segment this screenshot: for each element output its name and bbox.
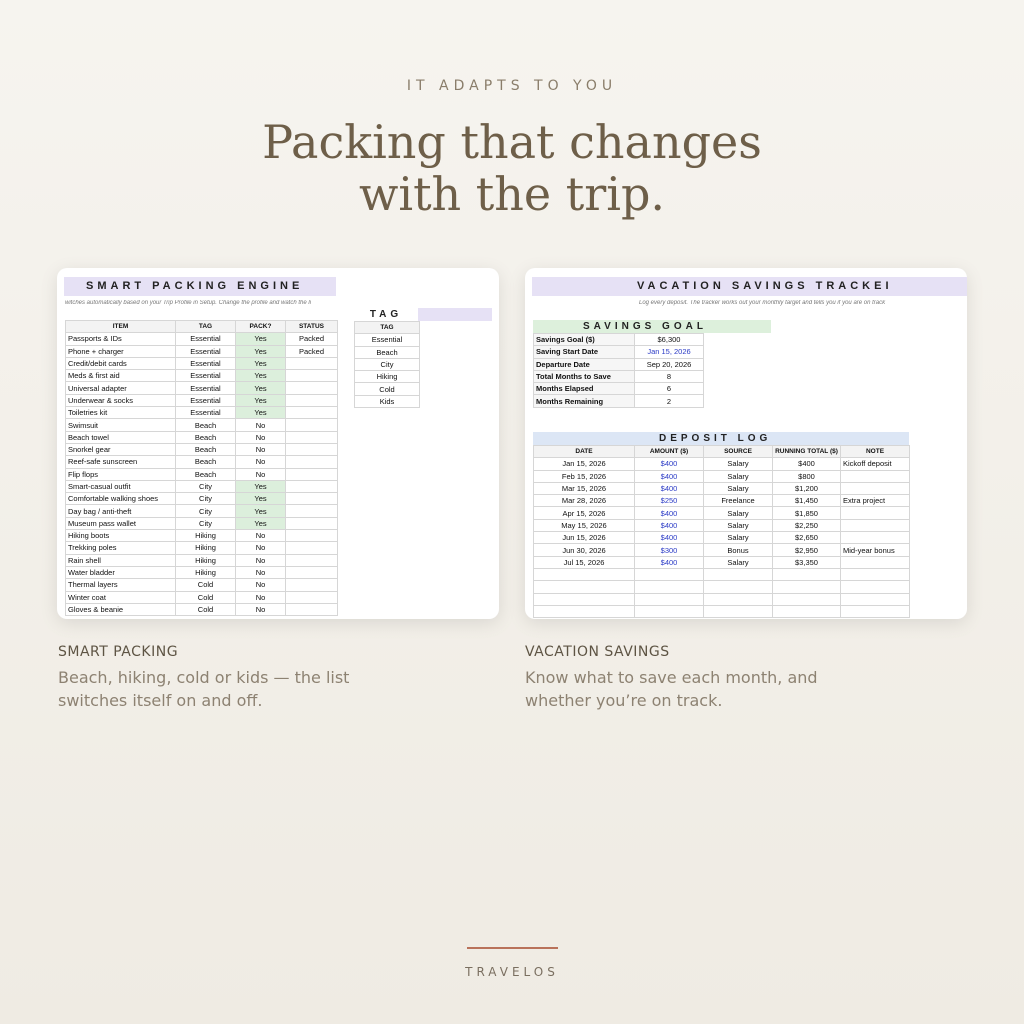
item-cell[interactable]: Hiking boots [66,530,176,542]
table-row [534,519,910,531]
empty-cell[interactable] [773,568,841,580]
table-row [534,358,704,370]
table-row [66,517,338,529]
caption-right-title: VACATION SAVINGS [525,644,670,660]
source-cell[interactable]: Salary [704,556,773,568]
source-cell[interactable]: Salary [704,519,773,531]
tag-cell[interactable]: Hiking [176,530,236,542]
table-row [66,370,338,382]
goal-label-cell: Months Remaining [534,395,635,407]
tag-cell[interactable]: Cold [355,383,420,395]
empty-cell[interactable] [704,593,773,605]
table-row [66,456,338,468]
pack-cell[interactable]: No [236,419,286,431]
item-cell[interactable]: Underwear & socks [66,394,176,406]
goal-value-cell[interactable]: 8 [635,370,704,382]
col-header-status: STATUS [286,321,338,333]
table-row [66,530,338,542]
tag-table [354,321,420,408]
headline [0,116,1024,220]
table-row [534,458,910,470]
brand-wordmark: TRAVELOS [465,965,559,979]
tag-cell[interactable]: City [176,493,236,505]
tag-cell[interactable]: City [176,505,236,517]
item-cell[interactable]: Flip flops [66,468,176,480]
status-cell[interactable] [286,493,338,505]
running-total-cell[interactable]: $1,200 [773,482,841,494]
status-cell[interactable] [286,554,338,566]
table-row [534,383,704,395]
table-row [534,395,704,407]
table-row [66,493,338,505]
caption-right-line-1: Know what to save each month, and [525,668,818,687]
table-row [66,382,338,394]
tag-cell[interactable]: Essential [355,334,420,346]
status-cell[interactable] [286,370,338,382]
col-header-running-total: RUNNING TOTAL ($) [773,446,841,458]
table-row [66,468,338,480]
note-cell[interactable]: Mid-year bonus [841,544,910,556]
date-cell[interactable]: Jan 15, 2026 [534,458,635,470]
table-row [66,394,338,406]
amount-cell[interactable]: $300 [635,544,704,556]
pack-cell[interactable]: Yes [236,493,286,505]
tag-panel-title [354,308,492,321]
table-row [534,507,910,519]
status-cell[interactable] [286,505,338,517]
empty-cell[interactable] [704,568,773,580]
table-row [534,605,910,617]
goal-label-cell: Total Months to Save [534,370,635,382]
item-cell[interactable]: Beach towel [66,431,176,443]
table-row [66,407,338,419]
table-row [66,480,338,492]
amount-cell[interactable]: $400 [635,470,704,482]
pack-cell[interactable]: No [236,542,286,554]
goal-value-cell[interactable]: Sep 20, 2026 [635,358,704,370]
note-cell[interactable] [841,507,910,519]
pack-cell[interactable]: No [236,431,286,443]
tag-cell[interactable]: Essential [176,333,236,345]
tag-cell[interactable]: Hiking [176,542,236,554]
goal-label-cell: Departure Date [534,358,635,370]
amount-cell[interactable]: $400 [635,532,704,544]
empty-cell[interactable] [635,593,704,605]
empty-cell[interactable] [841,605,910,617]
amount-cell[interactable]: $400 [635,458,704,470]
goal-value-cell[interactable]: $6,300 [635,334,704,346]
empty-cell[interactable] [773,581,841,593]
source-cell[interactable]: Salary [704,482,773,494]
tag-cell[interactable]: Beach [355,346,420,358]
note-cell[interactable] [841,532,910,544]
item-cell[interactable]: Passports & IDs [66,333,176,345]
pack-cell[interactable]: No [236,530,286,542]
date-cell[interactable]: Jul 15, 2026 [534,556,635,568]
source-cell[interactable]: Salary [704,532,773,544]
deposit-table [533,445,910,618]
caption-left-title: SMART PACKING [58,644,179,660]
table-row [66,345,338,357]
table-row [66,419,338,431]
source-cell[interactable]: Bonus [704,544,773,556]
tag-cell[interactable]: Essential [176,407,236,419]
deposit-header-row [534,446,910,458]
status-cell[interactable] [286,468,338,480]
caption-left-line-2: switches itself on and off. [58,691,263,710]
item-cell[interactable]: Reef-safe sunscreen [66,456,176,468]
note-cell[interactable] [841,470,910,482]
status-cell[interactable] [286,431,338,443]
col-header-item: ITEM [66,321,176,333]
status-cell[interactable] [286,480,338,492]
tag-cell[interactable]: Essential [176,345,236,357]
empty-cell[interactable] [841,568,910,580]
status-cell[interactable] [286,530,338,542]
pack-cell[interactable]: Yes [236,517,286,529]
savings-subnote: Log every deposit. The tracker works out your monthly target and tells you if you are on track [639,300,886,306]
table-row [534,370,704,382]
status-cell[interactable] [286,357,338,369]
list-item [355,395,420,407]
status-cell[interactable] [286,456,338,468]
running-total-cell[interactable]: $2,250 [773,519,841,531]
empty-cell[interactable] [773,593,841,605]
empty-cell[interactable] [704,581,773,593]
date-cell[interactable]: Feb 15, 2026 [534,470,635,482]
col-header-pack: PACK? [236,321,286,333]
date-cell[interactable]: Apr 15, 2026 [534,507,635,519]
goal-label-cell: Saving Start Date [534,346,635,358]
empty-cell[interactable] [534,605,635,617]
amount-cell[interactable]: $400 [635,482,704,494]
table-row [534,593,910,605]
item-cell[interactable]: Smart-casual outfit [66,480,176,492]
amount-cell[interactable]: $400 [635,507,704,519]
pack-cell[interactable]: Yes [236,382,286,394]
tag-cell[interactable]: Hiking [176,554,236,566]
col-header-source: SOURCE [704,446,773,458]
tag-panel-title-text: TAG [354,308,418,321]
table-row [534,334,704,346]
tag-cell[interactable]: City [176,517,236,529]
status-cell[interactable] [286,591,338,603]
savings-sheet-title: VACATION SAVINGS TRACKEI [532,277,967,296]
item-cell[interactable]: Rain shell [66,554,176,566]
tag-cell[interactable]: Hiking [355,371,420,383]
goal-value-cell[interactable]: 6 [635,383,704,395]
col-header-tag: TAG [176,321,236,333]
running-total-cell[interactable]: $2,650 [773,532,841,544]
tag-cell[interactable]: Essential [176,357,236,369]
table-row [66,431,338,443]
status-cell[interactable] [286,407,338,419]
status-cell[interactable] [286,542,338,554]
status-cell[interactable]: Packed [286,345,338,357]
tag-cell[interactable]: City [355,358,420,370]
deposit-log-title: DEPOSIT LOG [533,432,909,445]
packing-screenshot-card [57,268,499,619]
running-total-cell[interactable]: $800 [773,470,841,482]
pack-cell[interactable]: Yes [236,357,286,369]
date-cell[interactable]: Jun 30, 2026 [534,544,635,556]
date-cell[interactable]: Mar 28, 2026 [534,495,635,507]
pack-cell[interactable]: Yes [236,370,286,382]
packing-header-row [66,321,338,333]
item-cell[interactable]: Snorkel gear [66,443,176,455]
empty-cell[interactable] [635,581,704,593]
status-cell[interactable] [286,394,338,406]
tag-cell[interactable]: Hiking [176,566,236,578]
goal-label-cell: Savings Goal ($) [534,334,635,346]
table-row [534,581,910,593]
footer-divider [467,947,558,949]
tag-cell[interactable]: Kids [355,395,420,407]
table-row [66,443,338,455]
pack-cell[interactable]: No [236,468,286,480]
caption-right [525,644,865,712]
empty-cell[interactable] [704,605,773,617]
pack-cell[interactable]: Yes [236,505,286,517]
item-cell[interactable]: Water bladder [66,566,176,578]
table-row [534,532,910,544]
goal-label-cell: Months Elapsed [534,383,635,395]
table-row [66,357,338,369]
source-cell[interactable]: Salary [704,458,773,470]
amount-cell[interactable]: $400 [635,556,704,568]
note-cell[interactable]: Extra project [841,495,910,507]
item-cell[interactable]: Comfortable walking shoes [66,493,176,505]
list-item [355,383,420,395]
amount-cell[interactable]: $250 [635,495,704,507]
empty-cell[interactable] [635,568,704,580]
tag-cell[interactable]: Beach [176,468,236,480]
tag-cell[interactable]: Essential [176,370,236,382]
running-total-cell[interactable]: $1,450 [773,495,841,507]
date-cell[interactable]: Mar 15, 2026 [534,482,635,494]
goal-value-cell[interactable]: 2 [635,395,704,407]
headline-line-1: Packing that changes [262,115,762,169]
running-total-cell[interactable]: $2,950 [773,544,841,556]
list-item [355,346,420,358]
table-row [66,542,338,554]
empty-cell[interactable] [534,593,635,605]
empty-cell[interactable] [635,605,704,617]
table-row [534,495,910,507]
tag-cell[interactable]: Essential [176,394,236,406]
note-cell[interactable] [841,482,910,494]
tag-cell[interactable]: Cold [176,579,236,591]
source-cell[interactable]: Freelance [704,495,773,507]
item-cell[interactable]: Gloves & beanie [66,603,176,615]
note-cell[interactable] [841,519,910,531]
headline-line-2: with the trip. [358,167,666,221]
item-cell[interactable]: Thermal layers [66,579,176,591]
pack-cell[interactable]: No [236,566,286,578]
tag-cell[interactable]: Cold [176,591,236,603]
table-row [66,603,338,615]
item-cell[interactable]: Credit/debit cards [66,357,176,369]
table-row [66,554,338,566]
pack-cell[interactable]: No [236,603,286,615]
pack-cell[interactable]: No [236,579,286,591]
empty-cell[interactable] [534,581,635,593]
empty-cell[interactable] [773,605,841,617]
pack-cell[interactable]: Yes [236,333,286,345]
goal-value-cell[interactable]: Jan 15, 2026 [635,346,704,358]
note-cell[interactable]: Kickoff deposit [841,458,910,470]
list-item [355,371,420,383]
pack-cell[interactable]: No [236,554,286,566]
running-total-cell[interactable]: $1,850 [773,507,841,519]
status-cell[interactable]: Packed [286,333,338,345]
status-cell[interactable] [286,579,338,591]
running-total-cell[interactable]: $400 [773,458,841,470]
status-cell[interactable] [286,566,338,578]
status-cell[interactable] [286,382,338,394]
pack-cell[interactable]: No [236,456,286,468]
caption-left-body [58,666,398,712]
tag-cell[interactable]: Beach [176,456,236,468]
item-cell[interactable]: Phone + charger [66,345,176,357]
amount-cell[interactable]: $400 [635,519,704,531]
tag-col-header: TAG [355,322,420,334]
savings-screenshot-card [525,268,967,619]
tag-cell[interactable]: City [176,480,236,492]
item-cell[interactable]: Day bag / anti-theft [66,505,176,517]
item-cell[interactable]: Museum pass wallet [66,517,176,529]
note-cell[interactable] [841,556,910,568]
date-cell[interactable]: Jun 15, 2026 [534,532,635,544]
source-cell[interactable]: Salary [704,507,773,519]
col-header-amount: AMOUNT ($) [635,446,704,458]
tag-cell[interactable]: Essential [176,382,236,394]
table-row [66,505,338,517]
packing-subnote: witches automatically based on your Trip Profile in Setup. Change the profile and watch the li [65,300,312,306]
date-cell[interactable]: May 15, 2026 [534,519,635,531]
tag-cell[interactable]: Beach [176,443,236,455]
table-row [534,544,910,556]
table-row [66,579,338,591]
table-row [66,591,338,603]
caption-left-line-1: Beach, hiking, cold or kids — the list [58,668,350,687]
savings-goal-table [533,333,704,408]
tag-cell[interactable]: Beach [176,419,236,431]
table-row [534,568,910,580]
item-cell[interactable]: Trekking poles [66,542,176,554]
caption-left [58,644,398,712]
table-row [66,566,338,578]
packing-table [65,320,338,616]
eyebrow-text: IT ADAPTS TO YOU [406,78,618,94]
pack-cell[interactable]: Yes [236,480,286,492]
pack-cell[interactable]: Yes [236,345,286,357]
table-row [534,482,910,494]
pack-cell[interactable]: Yes [236,407,286,419]
running-total-cell[interactable]: $3,350 [773,556,841,568]
source-cell[interactable]: Salary [704,470,773,482]
item-cell[interactable]: Swimsuit [66,419,176,431]
list-item [355,334,420,346]
tag-cell[interactable]: Beach [176,431,236,443]
caption-right-body [525,666,865,712]
packing-sheet-title: SMART PACKING ENGINE [64,277,336,296]
pack-cell[interactable]: No [236,443,286,455]
item-cell[interactable]: Universal adapter [66,382,176,394]
col-header-note: NOTE [841,446,910,458]
table-row [534,556,910,568]
caption-right-line-2: whether you’re on track. [525,691,723,710]
pack-cell[interactable]: Yes [236,394,286,406]
list-item [355,358,420,370]
pack-cell[interactable]: No [236,591,286,603]
empty-cell[interactable] [841,581,910,593]
empty-cell[interactable] [534,568,635,580]
status-cell[interactable] [286,603,338,615]
item-cell[interactable]: Winter coat [66,591,176,603]
table-row [66,333,338,345]
status-cell[interactable] [286,419,338,431]
item-cell[interactable]: Meds & first aid [66,370,176,382]
col-header-date: DATE [534,446,635,458]
savings-goal-title: SAVINGS GOAL [533,320,771,333]
table-row [534,470,910,482]
status-cell[interactable] [286,443,338,455]
status-cell[interactable] [286,517,338,529]
tag-cell[interactable]: Cold [176,603,236,615]
empty-cell[interactable] [841,593,910,605]
item-cell[interactable]: Toiletries kit [66,407,176,419]
table-row [534,346,704,358]
